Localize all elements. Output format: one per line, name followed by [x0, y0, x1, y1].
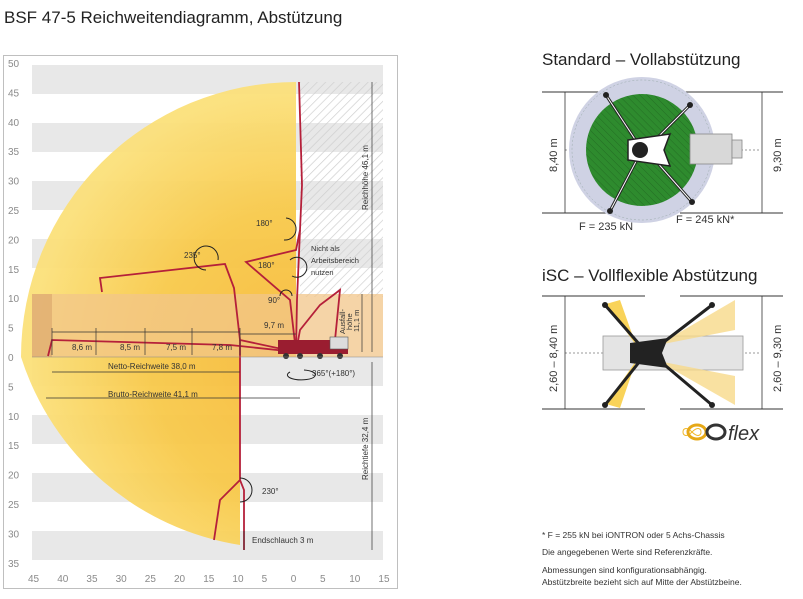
angle-90: 90°: [268, 296, 281, 305]
angle-230: 230°: [262, 487, 279, 496]
y-tick-label: 0: [8, 353, 14, 364]
x-tick-label: 30: [115, 574, 127, 585]
y-tick-label: 50: [8, 59, 20, 70]
y-tick-label: 45: [8, 88, 20, 100]
y-tick-label: 35: [8, 558, 20, 570]
y-tick-label: 20: [8, 235, 20, 247]
isc-right-dim: 2,60 – 9,30 m: [772, 324, 784, 392]
endschlauch-label: Endschlauch 3 m: [252, 536, 314, 545]
isc-title: iSC – Vollflexible Abstützung: [542, 266, 758, 285]
x-tick-label: 5: [261, 574, 268, 585]
isc-left-dim: 2,60 – 8,40 m: [548, 324, 560, 392]
angle-180-mid: 180°: [258, 261, 275, 270]
reichtiefe-label: Reichtiefe 32,4 m: [361, 417, 370, 480]
x-axis-ticks: [28, 574, 390, 585]
ausfall-label-3: 11,1 m: [352, 309, 361, 332]
flex-logo: [683, 423, 760, 445]
y-tick-label: 25: [8, 500, 20, 511]
nicht-als-line-3: nutzen: [311, 268, 334, 277]
segment-2-label: 8,5 m: [120, 343, 141, 352]
isc-diagram: [542, 296, 784, 409]
y-tick-label: 10: [8, 294, 20, 306]
x-tick-label: 15: [203, 574, 215, 585]
nicht-als-line-2: Arbeitsbereich: [311, 256, 359, 265]
standard-left-dim: 8,40 m: [548, 138, 560, 172]
x-tick-label: 35: [86, 574, 98, 585]
page-title: BSF 47-5 Reichweitendiagramm, Abstützung: [4, 8, 343, 27]
footnote-2: Die angegebenen Werte sind Referenzkräfte.: [542, 547, 713, 557]
footnote-1: * F = 255 kN bei iONTRON oder 5 Achs-Chassis: [542, 530, 725, 540]
segment-4-label: 7,8 m: [212, 343, 233, 352]
y-tick-label: 5: [8, 382, 14, 394]
angle-235: 235°: [184, 251, 201, 260]
y-tick-label: 40: [8, 117, 20, 129]
ausfall-label-2: höhe: [345, 313, 354, 330]
segment-1-label: 8,6 m: [72, 343, 93, 352]
x-tick-label: 40: [57, 574, 69, 585]
x-tick-label: 10: [349, 574, 361, 585]
standard-force-right: F = 245 kN*: [676, 214, 735, 226]
segment-3-label: 7,5 m: [166, 343, 187, 352]
y-axis-ticks: [8, 59, 20, 570]
x-tick-label: 20: [174, 574, 186, 585]
y-tick-label: 35: [8, 147, 20, 159]
angle-180-top: 180°: [256, 219, 273, 228]
y-tick-label: 25: [8, 206, 20, 217]
ausfall-label-1: Ausfall-: [338, 308, 347, 334]
x-tick-label: 10: [232, 574, 244, 585]
nicht-als-line-1: Nicht als: [311, 244, 340, 253]
standard-title: Standard – Vollabstützung: [542, 50, 741, 69]
y-tick-label: 20: [8, 470, 20, 482]
y-tick-label: 15: [8, 264, 20, 276]
y-tick-label: 5: [8, 323, 14, 335]
flex-logo-text: flex: [728, 423, 760, 445]
x-tick-label: 0: [290, 574, 297, 585]
reichhoehe-label: Reichhöhe 46,1 m: [361, 145, 370, 210]
y-tick-label: 30: [8, 176, 20, 188]
y-tick-label: 30: [8, 529, 20, 541]
segment-5-label: 9,7 m: [264, 321, 285, 330]
netto-label: Netto-Reichweite 38,0 m: [108, 362, 196, 371]
standard-diagram: [542, 77, 784, 233]
x-tick-label: 15: [378, 574, 390, 585]
standard-right-dim: 9,30 m: [772, 138, 784, 172]
footnote-3: Abmessungen sind konfigurationsabhängig.: [542, 565, 707, 575]
brutto-label: Brutto-Reichweite 41,1 m: [108, 390, 198, 399]
standard-force-left: F = 235 kN: [579, 221, 634, 233]
y-tick-label: 15: [8, 441, 20, 453]
angle-365: 365°(+180°): [312, 369, 356, 378]
x-tick-label: 45: [28, 574, 40, 585]
x-tick-label: 25: [144, 574, 156, 585]
y-tick-label: 10: [8, 411, 20, 423]
x-tick-label: 5: [320, 574, 326, 585]
footnote-4: Abstützbreite bezieht sich auf Mitte der Abstützbeine.: [542, 577, 742, 587]
